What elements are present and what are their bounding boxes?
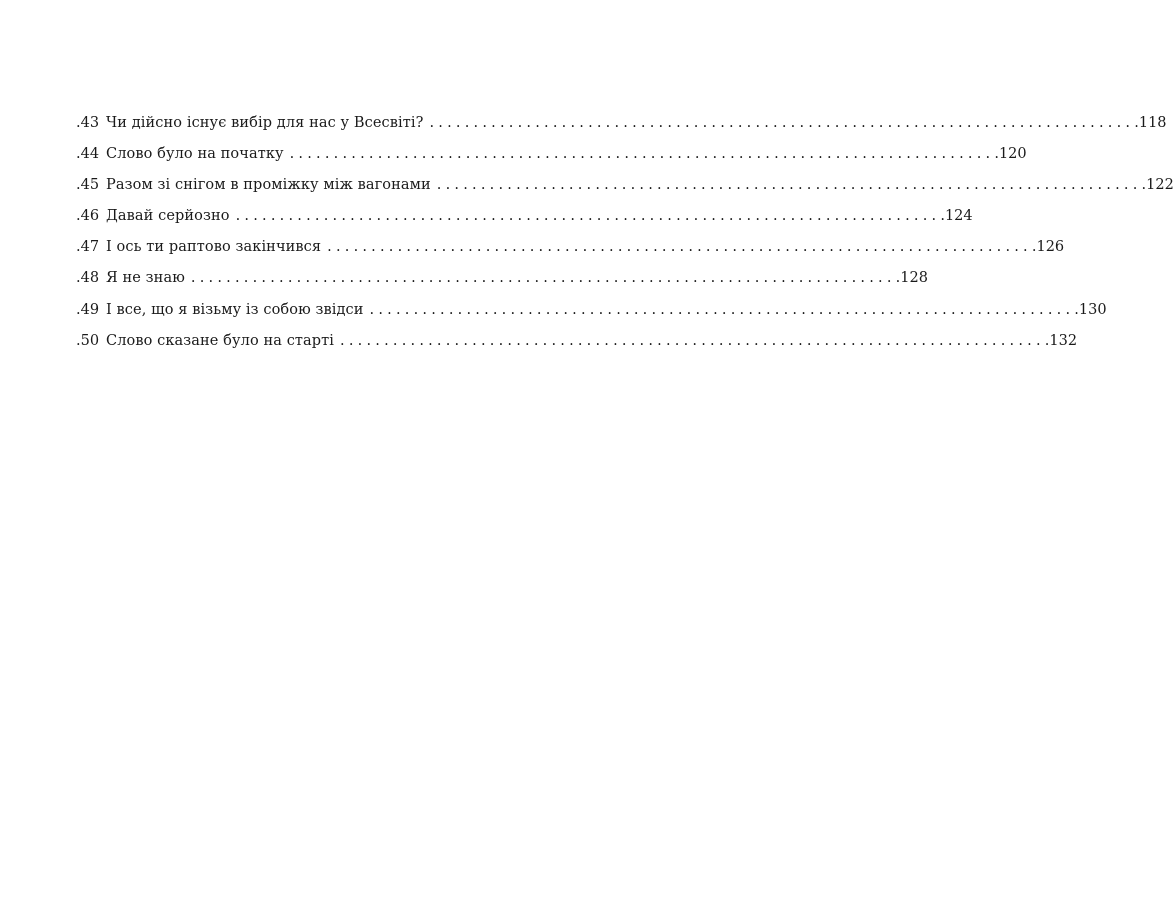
- entry-title: Слово сказане було на старті: [106, 332, 335, 349]
- toc-entry: [76, 174, 1174, 205]
- entry-title: Слово було на початку: [106, 146, 284, 163]
- entry-page: .132: [1044, 332, 1078, 349]
- dot-leader: ................................................................................: [436, 177, 1142, 194]
- entry-page: .124: [940, 208, 973, 225]
- toc-entry: [76, 205, 973, 236]
- dot-leader: ................................................................................: [289, 146, 995, 163]
- entry-number: .45: [76, 177, 100, 194]
- dot-leader: ................................................................................: [190, 270, 896, 287]
- entry-title: Я не знаю: [106, 270, 185, 287]
- toc-entry: [76, 236, 1065, 267]
- entry-page: .118: [1134, 115, 1167, 131]
- entry-number: .44: [76, 146, 100, 163]
- dot-leader: ................................................................................: [340, 332, 1045, 349]
- entry-number: .43: [76, 115, 100, 131]
- entry-page: .120: [994, 146, 1027, 163]
- dot-leader: ................................................................................: [235, 208, 941, 225]
- entry-number: .49: [76, 301, 100, 318]
- entry-number: .50: [76, 332, 100, 349]
- entry-title: Чи дійсно існує вибір для нас у Всесвіті?: [106, 115, 424, 131]
- dot-leader: ................................................................................: [429, 115, 1135, 131]
- entry-title: І все, що я візьму із собою звідси: [106, 301, 364, 318]
- dot-leader: ................................................................................: [327, 239, 1032, 256]
- entry-page: .128: [895, 270, 928, 287]
- toc-entry: [76, 267, 928, 298]
- entry-number: .48: [76, 270, 100, 287]
- toc-entry: [76, 112, 1167, 143]
- table-of-contents: [76, 112, 1174, 361]
- dot-leader: ................................................................................: [369, 301, 1075, 318]
- entry-page: .130: [1074, 301, 1107, 318]
- toc-entry: [76, 143, 1027, 174]
- toc-entry: [76, 330, 1078, 361]
- entry-title: Разом зі снігом в проміжку між вагонами: [106, 177, 431, 194]
- entry-number: .46: [76, 208, 100, 225]
- entry-page: .122: [1141, 177, 1174, 194]
- entry-title: І ось ти раптово закінчився: [106, 239, 322, 256]
- entry-title: Давай серйозно: [106, 208, 230, 225]
- entry-number: .47: [76, 239, 100, 256]
- toc-entry: [76, 299, 1107, 330]
- entry-page: .126: [1031, 239, 1065, 256]
